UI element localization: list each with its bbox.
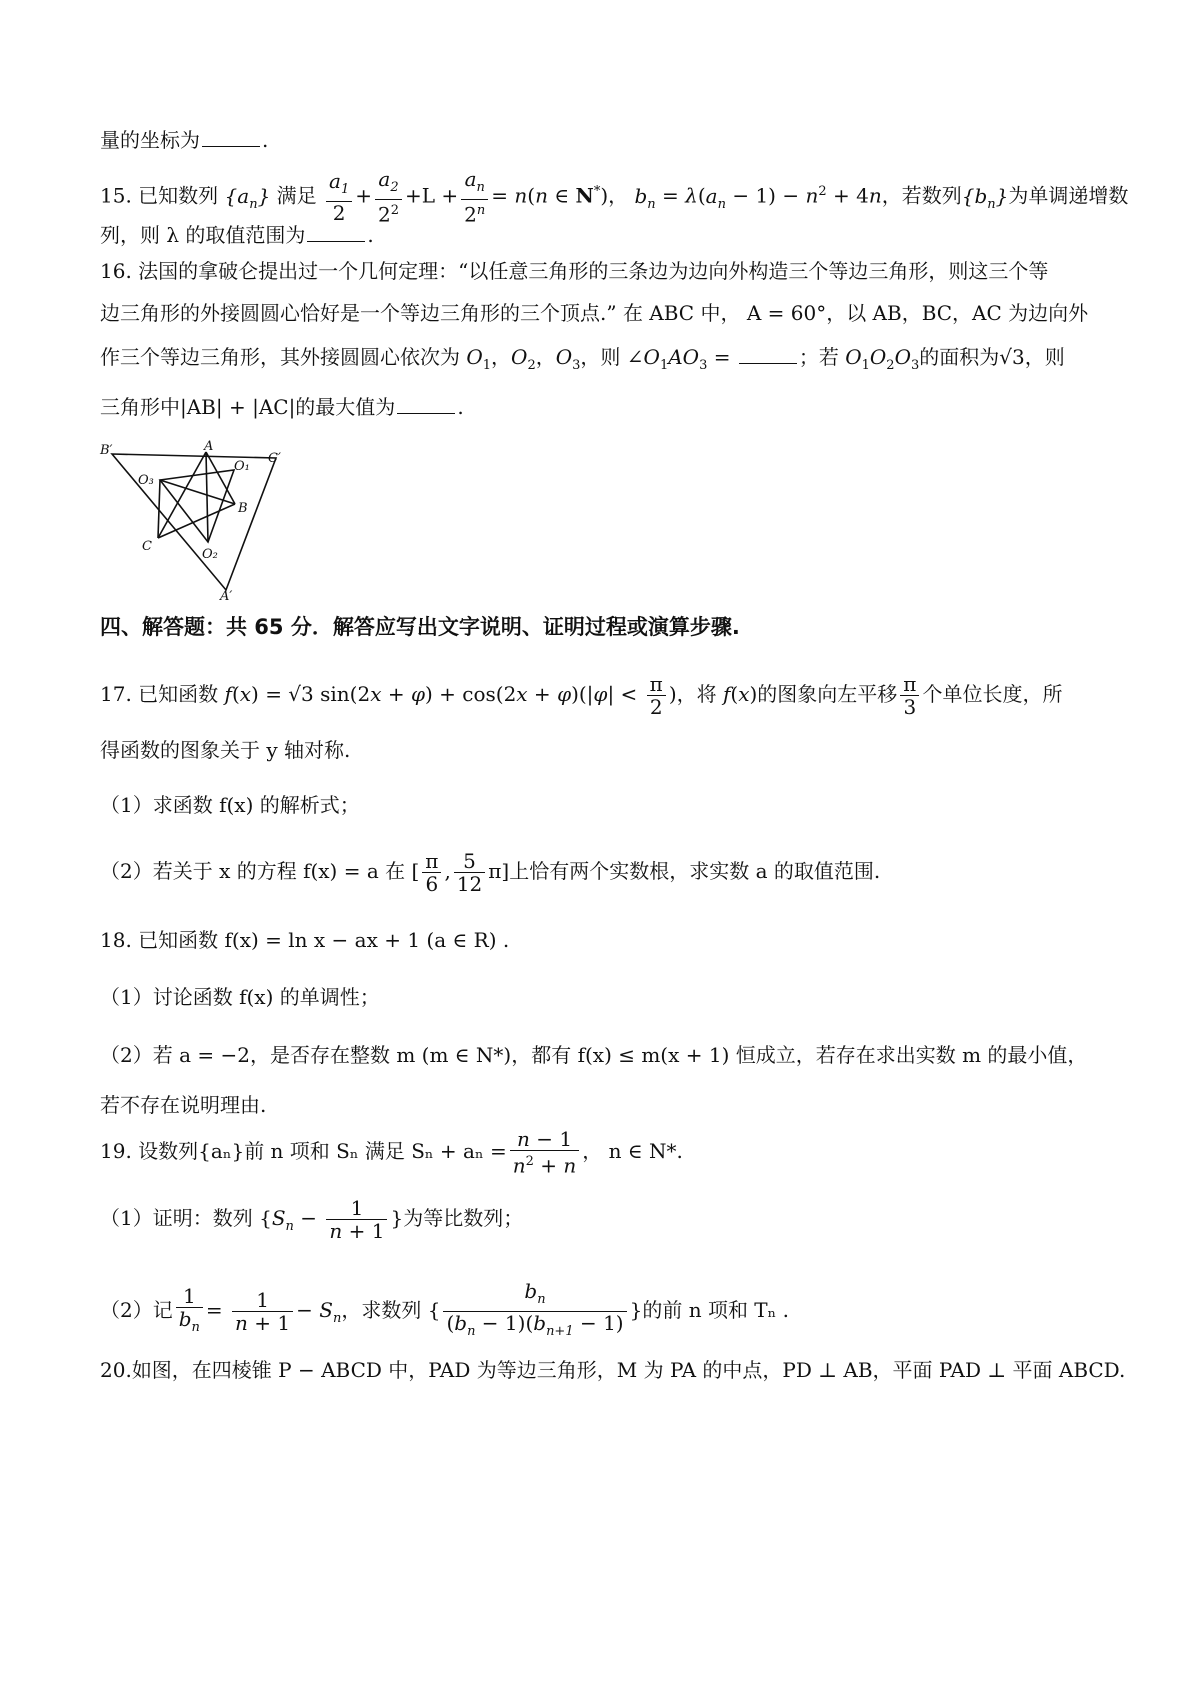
q16-line4: 三角形中|AB| + |AC|的最大值为 . bbox=[100, 395, 464, 419]
label-c: C bbox=[142, 539, 152, 554]
q18-sub1: （1）讨论函数 f(x) 的单调性； bbox=[100, 985, 380, 1009]
answer-blank bbox=[397, 393, 455, 414]
q16-line2: 边三角形的外接圆圆心恰好是一个等边三角形的三个顶点.” 在 ABC 中， A = 60°，以 AB，BC，AC 为边向外 bbox=[100, 301, 1089, 325]
q18-sub2-cont: 若不存在说明理由. bbox=[100, 1093, 267, 1117]
answer-blank bbox=[739, 343, 797, 364]
q15-stem: 15. 已知数列 $\{a_n\}$ 满足 $\frac{a_1}{2}$ + $\frac{a_2}{2^2}$ +L + $\frac{a_n}{2^n}$ = n(n ∈ N*)， $b_n = \lambda(a_n - 1) - n^2 + 4n$，若数列$\{b_n\}$为单调递增数 bbox=[100, 167, 1129, 227]
q19-sub2: （2）记 $\frac{1}{b_n}$ = $\frac{1}{n + 1}$ − $S_n$，求数列 { $\frac{b_n}{(b_n - 1)(b_{n+1} - 1)}$ }的前 n 项和 Tₙ . bbox=[100, 1279, 790, 1339]
q19-sub1: （1）证明：数列 {$S_n$ − $\frac{1}{n + 1}$ }为等比数列； bbox=[100, 1196, 524, 1243]
label-a: A bbox=[204, 439, 214, 454]
section-4-heading: 四、解答题：共 65 分．解答应写出文字说明、证明过程或演算步骤. bbox=[100, 615, 740, 639]
q20-stem: 20.如图，在四棱锥 P − ABCD 中，PAD 为等边三角形，M 为 PA 的中点，PD ⊥ AB，平面 PAD ⊥ 平面 ABCD. bbox=[100, 1358, 1126, 1382]
answer-blank bbox=[202, 126, 260, 147]
q14-tail: 量的坐标为 . bbox=[100, 128, 269, 152]
label-b: B bbox=[238, 501, 248, 516]
answer-blank bbox=[307, 221, 365, 242]
label-o1: O₁ bbox=[234, 459, 250, 474]
q18-stem: 18. 已知函数 f(x) = ln x − ax + 1 (a ∈ R) . bbox=[100, 928, 510, 952]
q15-line2: 列，则 λ 的取值范围为 . bbox=[100, 223, 374, 247]
label-a-prime: A′ bbox=[220, 589, 233, 604]
q17-sub2: （2）若关于 x 的方程 f(x) = a 在 [ $\frac{\pi}{6}$ , $\frac{5}{12}$ π]上恰有两个实数根，求实数 a 的取值范围. bbox=[100, 849, 881, 896]
q17-sub1: （1）求函数 f(x) 的解析式； bbox=[100, 793, 360, 817]
q19-stem: 19. 设数列{aₙ}前 n 项和 Sₙ 满足 Sₙ + aₙ = $\frac{n - 1}{n^2 + n}$ ， n ∈ N*. bbox=[100, 1127, 683, 1178]
napoleon-triangle-figure bbox=[100, 439, 300, 604]
label-o2: O₂ bbox=[202, 547, 218, 562]
q16-line1: 16. 法国的拿破仑提出过一个几何定理：“以任意三角形的三条边为边向外构造三个等边三角形，则这三个等 bbox=[100, 259, 1049, 283]
label-c-prime: C′ bbox=[268, 451, 281, 466]
label-o3: O₃ bbox=[138, 473, 154, 488]
q18-sub2: （2）若 a = −2，是否存在整数 m (m ∈ N*)，都有 f(x) ≤ m(x + 1) 恒成立，若存在求出实数 m 的最小值， bbox=[100, 1043, 1088, 1067]
q16-line3: 作三个等边三角形，其外接圆圆心依次为 $O_1$，$O_2$，$O_3$，则 $\angle O_1AO_3$ = ；若 $O_1O_2O_3$的面积为√3，则 bbox=[100, 345, 1065, 373]
label-b-prime: B′ bbox=[100, 443, 113, 458]
q17-stem: 17. 已知函数 f(x) = √3 sin(2x + φ) + cos(2x + φ)(|φ| < $\frac{\pi}{2}$ )，将 f(x)的图象向左平移 $\frac{\pi}{3}$ 个单位长度，所 bbox=[100, 672, 1063, 719]
q17-line2: 得函数的图象关于 y 轴对称. bbox=[100, 738, 351, 762]
